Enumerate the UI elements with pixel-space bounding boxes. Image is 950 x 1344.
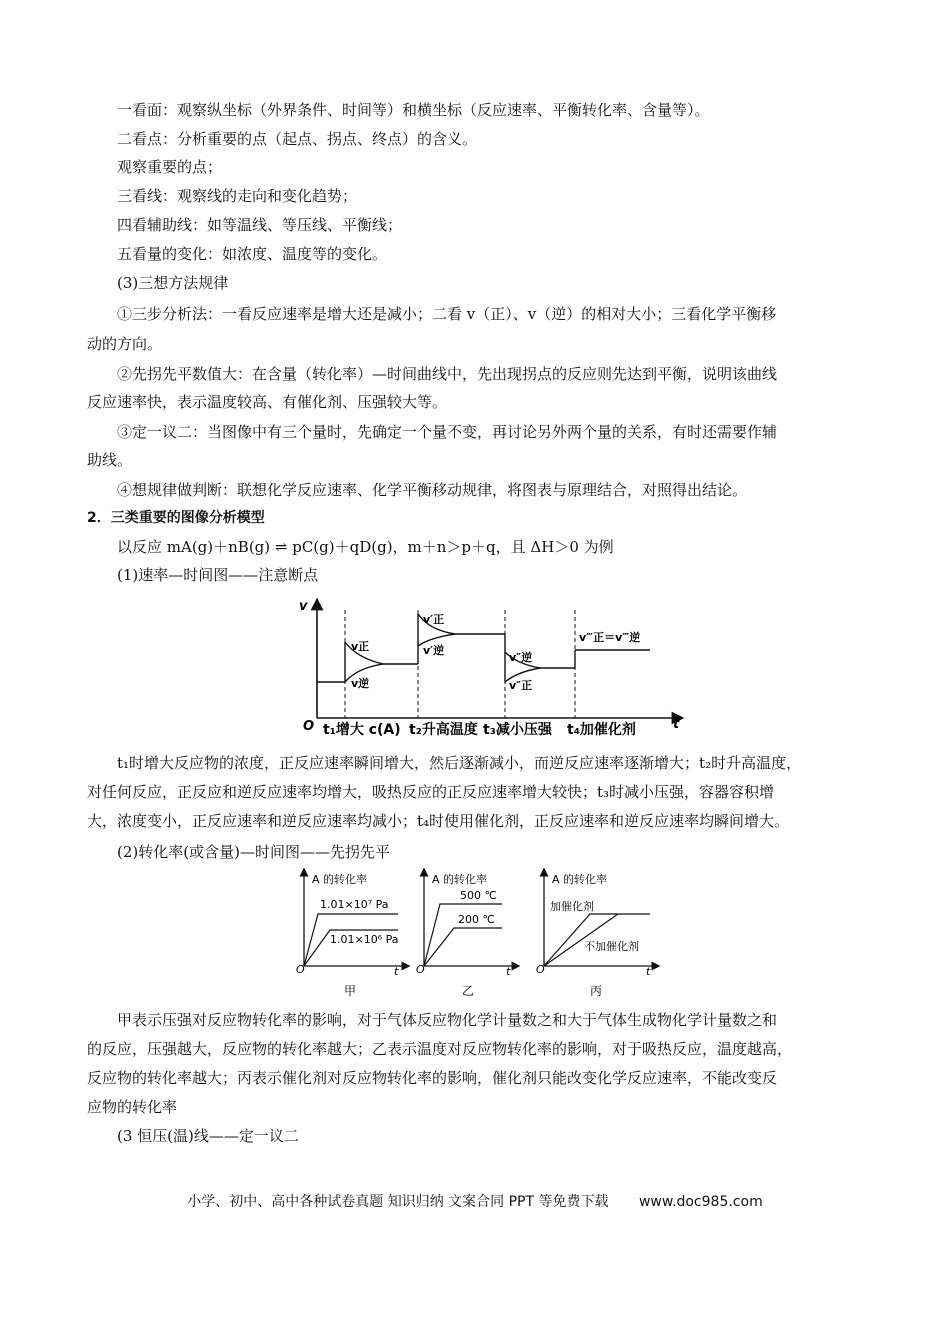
curve-label: v′正 bbox=[423, 613, 445, 626]
curve-label: v正 bbox=[351, 640, 370, 653]
page-footer bbox=[0, 1191, 950, 1211]
method2-line2: 反应速率快，表示温度较高、有催化剂、压强较大等。 bbox=[87, 393, 448, 411]
rate-paragraph-line3: 大，浓度变小，正反应速率和逆反应速率均减小；t₄时使用催化剂，正反应速率和逆反应速率均瞬间增大。 bbox=[87, 812, 790, 830]
subheading-isobar: (3 恒压(温)线——定一议二 bbox=[117, 1127, 299, 1145]
conversion-paragraph-line2: 的反应，压强越大，反应物的转化率越大；乙表示温度对反应物转化率的影响，对于吸热反应，温度越高， bbox=[87, 1040, 793, 1058]
x-axis-label: t bbox=[394, 965, 399, 978]
curve-label: v″逆 bbox=[509, 651, 533, 664]
method4-line: ④想规律做判断：联想化学反应速率、化学平衡移动规律，将图表与原理结合，对照得出结论。 bbox=[117, 481, 748, 499]
rate-time-diagram bbox=[285, 596, 695, 740]
paragraph: 观察重要的点； bbox=[117, 158, 223, 176]
chart-caption: 丙 bbox=[590, 984, 603, 998]
method3-line1: ③定一议二：当图像中有三个量时，先确定一个量不变，再讨论另外两个量的关系，有时还需要作辅 bbox=[117, 423, 778, 441]
series-label: 1.01×10⁶ Pa bbox=[330, 933, 399, 946]
curve-label: v″正 bbox=[509, 679, 533, 692]
origin-label: O bbox=[536, 963, 545, 976]
y-axis-label: v bbox=[299, 599, 308, 614]
conversion-paragraph-line4: 应物的转化率 bbox=[87, 1098, 178, 1116]
chart-caption: 乙 bbox=[462, 984, 475, 998]
x-axis-label: t bbox=[506, 965, 511, 978]
rate-paragraph-line2: 对任何反应，正反应和逆反应速率均增大，吸热反应的正反应速率增大较快；t₃时减小压强，容器容积增 bbox=[87, 783, 775, 801]
conversion-paragraph-line1: 甲表示压强对反应物转化率的影响，对于气体反应物化学计量数之和大于气体生成物化学计量数之和 bbox=[117, 1011, 778, 1029]
paragraph: (3)三想方法规律 bbox=[117, 274, 229, 292]
reaction-equation: 以反应 mA(g)＋nB(g) ⇌ pC(g)＋qD(g)，m＋n＞p＋q，且 ΔH＞0 为例 bbox=[117, 538, 614, 556]
y-axis-label: A 的转化率 bbox=[312, 873, 368, 886]
series-label: 1.01×10⁷ Pa bbox=[320, 898, 389, 911]
x-axis-label: t bbox=[646, 965, 651, 978]
y-axis-label: A 的转化率 bbox=[432, 873, 488, 886]
section-heading: 2．三类重要的图像分析模型 bbox=[87, 510, 265, 526]
paragraph: 一看面：观察纵坐标（外界条件、时间等）和横坐标（反应速率、平衡转化率、含量等）。 bbox=[117, 101, 710, 119]
origin-label: O bbox=[296, 963, 305, 976]
paragraph: 四看辅助线：如等温线、等压线、平衡线； bbox=[117, 216, 403, 234]
series-label: 500 ℃ bbox=[460, 889, 497, 902]
footer-site-link[interactable]: www.doc985.com bbox=[638, 1194, 763, 1210]
x-axis-label: t bbox=[673, 717, 680, 732]
rate-paragraph-line1: t₁时增大反应物的浓度，正反应速率瞬间增大，然后逐渐减小，而逆反应速率逐渐增大；t₂时升高温度， bbox=[117, 754, 802, 772]
footer-text: 小学、初中、高中各种试卷真题 知识归纳 文案合同 PPT 等免费下载 bbox=[187, 1194, 609, 1210]
subheading-conversion-time: (2)转化率(或含量)—时间图——先拐先平 bbox=[117, 843, 390, 861]
method1-line2: 动的方向。 bbox=[87, 335, 163, 353]
origin-label: O bbox=[303, 719, 315, 734]
subheading-rate-time: (1)速率—时间图——注意断点 bbox=[117, 566, 319, 584]
y-axis-label: A 的转化率 bbox=[552, 873, 608, 886]
origin-label: O bbox=[416, 963, 425, 976]
method1-line1: ①三步分析法：一看反应速率是增大还是减小；二看 v（正）、v（逆）的相对大小；三看化学平衡移 bbox=[117, 305, 777, 323]
stage-label: t₁增大 c(A) bbox=[323, 722, 401, 738]
curve-label: v‴正＝v‴逆 bbox=[579, 631, 641, 644]
conversion-time-diagrams bbox=[290, 868, 670, 1002]
stage-label: t₄加催化剂 bbox=[567, 722, 636, 738]
stage-label: t₃减小压强 bbox=[483, 722, 552, 738]
curve-label: v逆 bbox=[351, 677, 370, 690]
method3-line2: 助线。 bbox=[87, 451, 133, 469]
series-label: 不加催化剂 bbox=[584, 940, 639, 953]
conversion-paragraph-line3: 反应物的转化率越大；丙表示催化剂对反应物转化率的影响，催化剂只能改变化学反应速率，不能改变反 bbox=[87, 1069, 778, 1087]
paragraph: 二看点：分析重要的点（起点、拐点、终点）的含义。 bbox=[117, 130, 478, 148]
stage-label: t₂升高温度 bbox=[409, 722, 478, 738]
chart-caption: 甲 bbox=[344, 984, 357, 998]
method2-line1: ②先拐先平数值大：在含量（转化率）—时间曲线中，先出现拐点的反应则先达到平衡，说明该曲线 bbox=[117, 365, 778, 383]
series-label: 加催化剂 bbox=[550, 900, 594, 913]
series-label: 200 ℃ bbox=[458, 913, 495, 926]
curve-label: v′逆 bbox=[423, 644, 445, 657]
paragraph: 五看量的变化：如浓度、温度等的变化。 bbox=[117, 245, 388, 263]
paragraph: 三看线：观察线的走向和变化趋势； bbox=[117, 187, 358, 205]
